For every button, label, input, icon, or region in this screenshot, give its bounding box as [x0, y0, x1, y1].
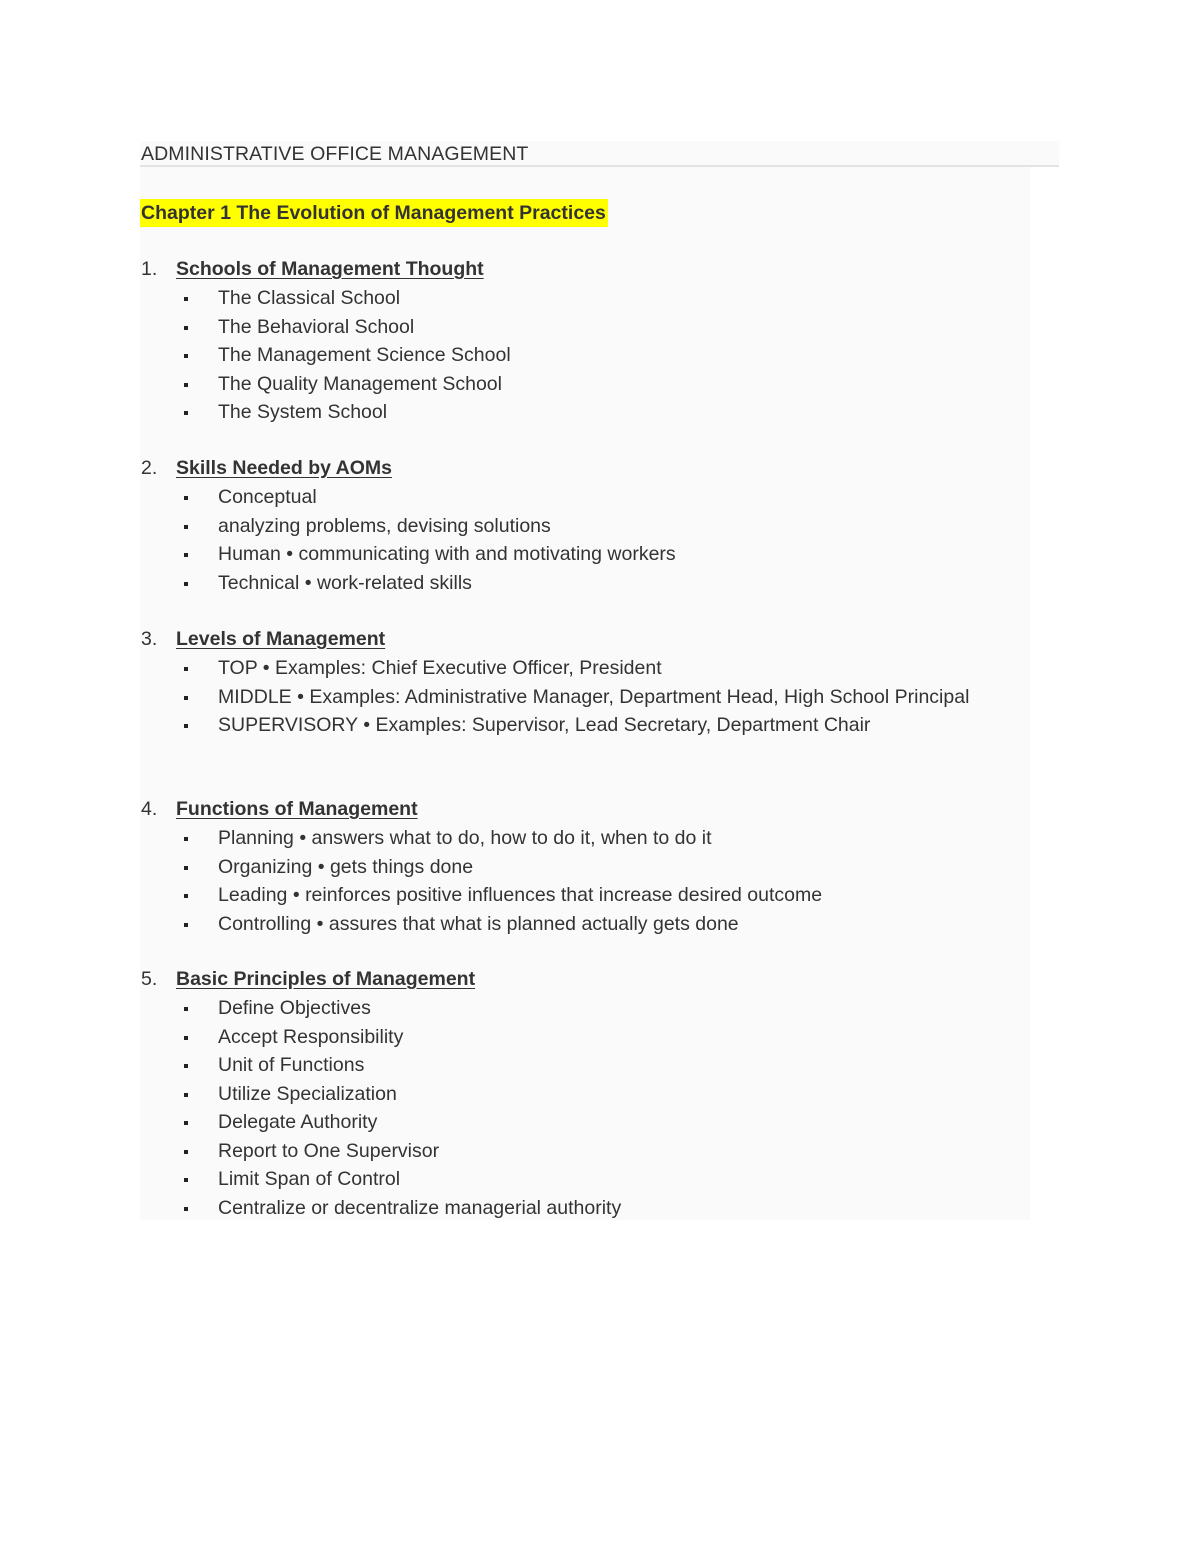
square-bullet-icon: [184, 1194, 194, 1223]
square-bullet-icon: [184, 654, 194, 683]
list-item-text: Organizing • gets things done: [218, 855, 474, 878]
list-item-text: Conceptual: [218, 486, 317, 508]
section-number: 3.: [141, 628, 158, 650]
square-bullet-icon: [184, 1108, 194, 1137]
list-item-text: Leading • reinforces positive influences that increase desired outcome: [218, 884, 823, 906]
section-schools: [140, 255, 1020, 427]
list-item: [140, 1165, 998, 1194]
section-functions: [140, 795, 1020, 938]
list-item-text: Controlling • assures that what is planned actually gets done: [218, 912, 739, 935]
section-levels: [140, 625, 1020, 740]
section-title: Functions of Management: [176, 798, 418, 820]
list-item-text: Centralize or decentralize managerial authority: [218, 1196, 622, 1219]
list-item-text: SUPERVISORY • Examples: Supervisor, Lead Secretary, Department Chair: [218, 714, 871, 736]
list-item: [140, 994, 998, 1023]
section-number: 1.: [141, 258, 158, 280]
list-item: [140, 398, 998, 427]
list-item-text: Limit Span of Control: [218, 1168, 401, 1190]
square-bullet-icon: [184, 1051, 194, 1080]
list-item-text: The Classical School: [218, 287, 401, 309]
list-item: [140, 569, 998, 598]
square-bullet-icon: [184, 1023, 194, 1052]
list-item: [140, 910, 998, 939]
square-bullet-icon: [184, 824, 194, 853]
document-title: ADMINISTRATIVE OFFICE MANAGEMENT: [141, 143, 529, 165]
square-bullet-icon: [184, 881, 194, 910]
section-number: 5.: [141, 968, 158, 990]
section-title: Levels of Management: [176, 628, 386, 650]
document-header: [140, 141, 1059, 167]
list-item: [140, 1108, 998, 1137]
list-item-text: Report to One Supervisor: [218, 1139, 440, 1162]
section-skills: [140, 454, 1020, 597]
bullet-list: [140, 284, 1020, 427]
list-item: [140, 1080, 998, 1109]
section-principles: [140, 965, 1020, 1222]
square-bullet-icon: [184, 341, 194, 370]
bullet-list: [140, 994, 1020, 1222]
section-title: Skills Needed by AOMs: [176, 457, 393, 479]
square-bullet-icon: [184, 711, 194, 740]
square-bullet-icon: [184, 1165, 194, 1194]
list-item-text: TOP • Examples: Chief Executive Officer, President: [218, 657, 662, 679]
square-bullet-icon: [184, 398, 194, 427]
list-item-text: The Behavioral School: [218, 315, 415, 338]
section-title: Schools of Management Thought: [176, 258, 484, 280]
square-bullet-icon: [184, 1137, 194, 1166]
square-bullet-icon: [184, 994, 194, 1023]
list-item: [140, 512, 998, 541]
section-number: 2.: [141, 457, 158, 479]
square-bullet-icon: [184, 512, 194, 541]
list-item: [140, 370, 998, 399]
square-bullet-icon: [184, 483, 194, 512]
list-item: [140, 1137, 998, 1166]
list-item: [140, 683, 998, 712]
list-item-text: MIDDLE • Examples: Administrative Manager, Department Head, High School Principal: [218, 685, 970, 708]
list-item: [140, 284, 998, 313]
list-item-text: Utilize Specialization: [218, 1082, 397, 1105]
list-item: [140, 483, 998, 512]
list-item-text: Delegate Authority: [218, 1111, 378, 1133]
list-item: [140, 313, 998, 342]
list-item-text: Accept Responsibility: [218, 1025, 404, 1048]
list-item: [140, 824, 998, 853]
square-bullet-icon: [184, 313, 194, 342]
list-item: [140, 654, 998, 683]
square-bullet-icon: [184, 569, 194, 598]
square-bullet-icon: [184, 1080, 194, 1109]
chapter-title: Chapter 1 The Evolution of Management Practices: [140, 199, 608, 227]
list-item: [140, 1051, 998, 1080]
bullet-list: [140, 824, 1020, 938]
bullet-list: [140, 483, 1020, 597]
list-item: [140, 540, 998, 569]
list-item-text: Technical • work-related skills: [218, 571, 472, 594]
list-item-text: The Management Science School: [218, 344, 511, 366]
list-item: [140, 711, 998, 740]
list-item-text: Define Objectives: [218, 997, 371, 1019]
section-heading: [140, 255, 1020, 284]
square-bullet-icon: [184, 853, 194, 882]
list-item-text: The System School: [218, 401, 388, 423]
section-title: Basic Principles of Management: [176, 968, 476, 990]
square-bullet-icon: [184, 683, 194, 712]
list-item: [140, 881, 998, 910]
section-heading: [140, 625, 1020, 654]
section-number: 4.: [141, 798, 158, 820]
section-heading: [140, 795, 1020, 824]
list-item-text: Human • communicating with and motivating workers: [218, 543, 676, 565]
section-heading: [140, 965, 1020, 994]
list-item: [140, 1194, 998, 1223]
list-item: [140, 853, 998, 882]
list-item-text: Planning • answers what to do, how to do it, when to do it: [218, 827, 712, 849]
list-item: [140, 1023, 998, 1052]
list-item-text: Unit of Functions: [218, 1054, 365, 1076]
list-item-text: The Quality Management School: [218, 372, 502, 395]
section-heading: [140, 454, 1020, 483]
square-bullet-icon: [184, 910, 194, 939]
square-bullet-icon: [184, 540, 194, 569]
square-bullet-icon: [184, 284, 194, 313]
bullet-list: [140, 654, 1020, 740]
list-item-text: analyzing problems, devising solutions: [218, 514, 551, 537]
square-bullet-icon: [184, 370, 194, 399]
list-item: [140, 341, 998, 370]
